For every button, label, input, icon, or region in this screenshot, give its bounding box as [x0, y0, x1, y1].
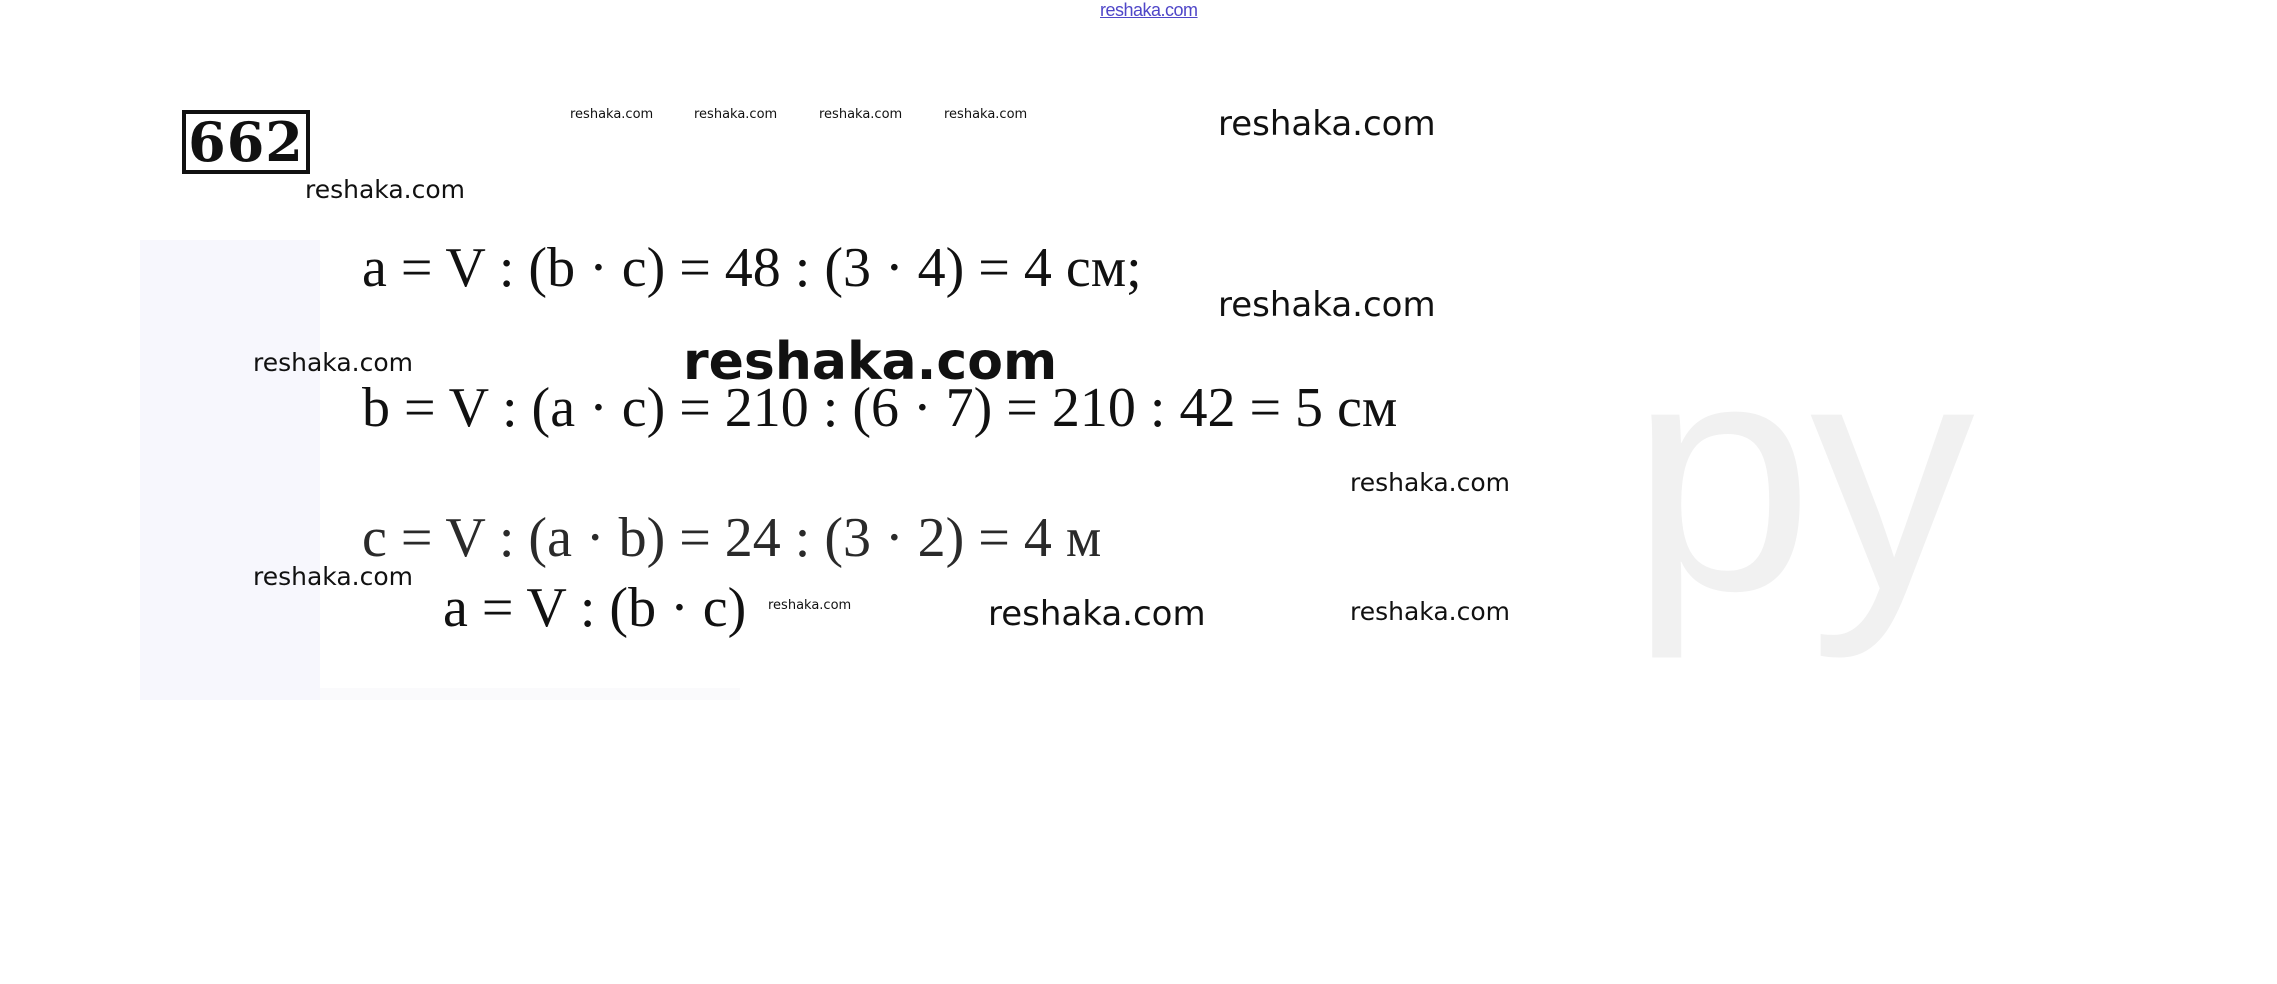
watermark-small: reshaka.com: [694, 107, 778, 122]
formula-line-b: b = V : (a · c) = 210 : (6 · 7) = 210 : 42 = 5 см: [362, 377, 1398, 439]
left-tint-panel: [140, 240, 320, 700]
watermark-medium: reshaka.com: [1350, 597, 1510, 626]
watermark-medium: reshaka.com: [253, 348, 413, 377]
formula-line-c: c = V : (a · b) = 24 : (3 · 2) = 4 м: [362, 507, 1102, 569]
bottom-tint-strip: [320, 688, 740, 700]
watermark-small: reshaka.com: [768, 598, 852, 613]
watermark-large: reshaka.com: [1218, 285, 1436, 325]
watermark-small: reshaka.com: [570, 107, 654, 122]
watermark-small: reshaka.com: [819, 107, 903, 122]
watermark-medium: reshaka.com: [305, 175, 465, 204]
task-number-box: 662: [182, 110, 310, 174]
formula-line-a: a = V : (b · c) = 48 : (3 · 4) = 4 см;: [362, 237, 1142, 299]
watermark-medium: reshaka.com: [253, 562, 413, 591]
top-site-link[interactable]: reshaka.com: [1100, 0, 1198, 20]
formula-line-a-general: a = V : (b · c): [443, 577, 747, 639]
watermark-small: reshaka.com: [944, 107, 1028, 122]
watermark-medium: reshaka.com: [1350, 468, 1510, 497]
watermark-large: reshaka.com: [1218, 104, 1436, 144]
background-watermark-mark: ру: [1630, 290, 1975, 659]
watermark-large: reshaka.com: [988, 594, 1206, 634]
watermark-extra-large: reshaka.com: [683, 332, 1058, 392]
